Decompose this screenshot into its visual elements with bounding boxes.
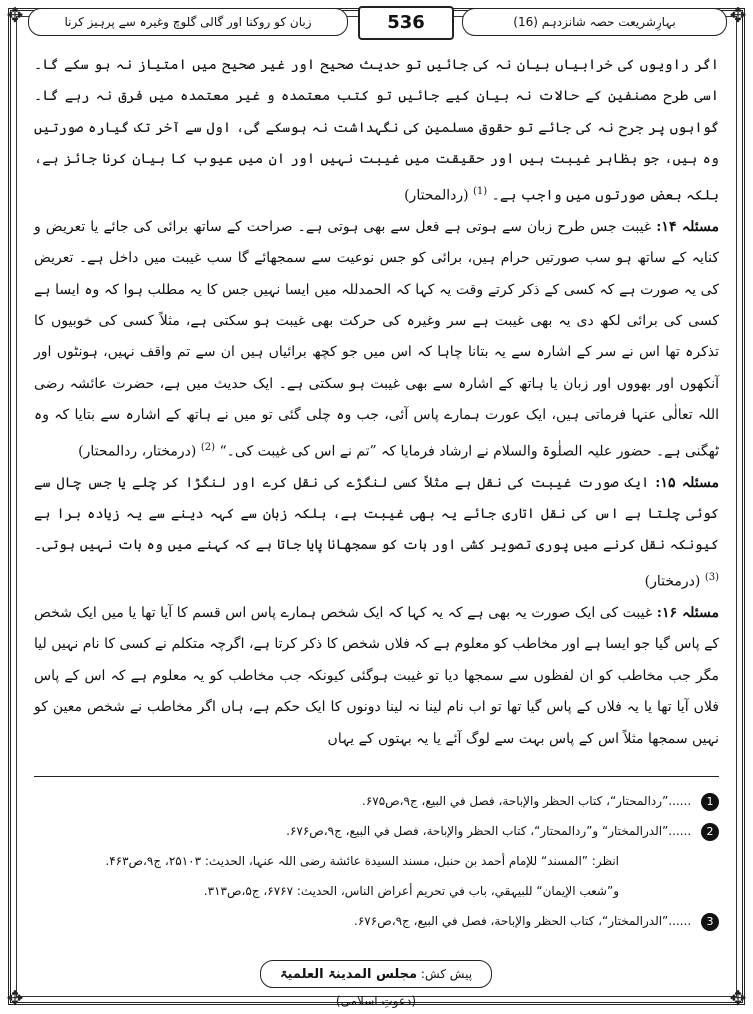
page-number: 536 [358, 6, 454, 40]
footer-suffix: (دعوتِ اسلامی) [335, 994, 417, 1008]
paragraph-text: غیبت کی ایک صورت یہ بھی ہے کہ یہ کہا کہ ایک شخص ہمارے پاس اس قسم کا آیا تھا یا میں ایک شخص کے پاس گیا جو ایسا ہے اور مخاطب کو معلوم ہے کہ فلاں شخص کا ذکر کرتا ہے، اگرچہ متکلم نے کسی کا نام نہیں لیا مگر جب مخاطب کو ان لفظوں سے سمجھا دیا تو غیبت ہوگئی کیونکہ جب مخاطب کو یہ معلوم ہے کہ اس کے پاس فلاں آیا تھا یا یہ فلاں کے پاس گیا تھا تو اب نام لینا نہ لینا دونوں کا ایک حکم ہے، ہاں اگر مخاطب نے شخص معین کو نہیں سمجھا مثلاً اس کے پاس بہت سے لوگ آئے یا یہ بہتوں کے یہاں [34, 604, 719, 747]
issue-label: مسئلہ ۱۵: [655, 474, 719, 491]
publisher-name: مجلس المدینۃ العلمیۃ [279, 967, 418, 982]
footnote-separator [34, 776, 719, 777]
footnote-number: 1 [701, 793, 719, 811]
footnote-number: 3 [701, 913, 719, 931]
source-citation: (ردالمحتار) [404, 187, 469, 204]
footnote-number: 2 [701, 823, 719, 841]
footnotes [34, 786, 719, 936]
paragraph [34, 598, 719, 755]
book-title: بہارِشریعت حصہ شانزدہم (16) [462, 8, 727, 36]
paragraph-text: ایک صورت غیبت کی نقل ہے مثلاً کسی لنگڑے کی نقل کرے اور لنگڑا کر چلے یا جس چال سے کوئی چلتا ہے اس کی نقل اتاری جائے یہ بھی غیبت ہے، بلکہ زبان سے کہہ دینے سے یہ زیادہ برا ہے کیونکہ نقل کرنے میں پوری تصویر کشی اور بات کو سمجھانا پایا جاتا ہے کہ کہنے میں وہ بات نہیں ہوتی۔ [34, 474, 719, 554]
ornament-icon: ✥ [729, 3, 747, 27]
footnote-text: ......”الدرالمختار“، کتاب الحظر والإباحة، فصل في البیع، ج۹،ص۶۷۶. [354, 914, 692, 928]
issue-label: مسئلہ ۱۴: [656, 218, 719, 235]
footnote-text: و”شعب الإیمان“ للبیہقي، باب في تحریم أعراض الناس، الحدیث: ۶۷۶۷، ج۵،ص۳۱۳. [203, 884, 619, 898]
footnote-text: ......”الدرالمختار“ و”ردالمحتار“، کتاب الحظر والإباحة، فصل في البیع، ج۹،ص۶۷۶. [286, 824, 692, 838]
source-citation: (درمختار، ردالمحتار) [78, 443, 197, 460]
footer-prefix: پیش کش: [420, 967, 473, 981]
paragraph [34, 468, 719, 598]
footnote [34, 876, 719, 906]
footnote-text: ......”ردالمحتار“، کتاب الحظر والإباحة، فصل في البیع، ج۹،ص۶۷۵. [361, 794, 692, 808]
paragraph-text: غیبت جس طرح زبان سے ہوتی ہے فعل سے بھی ہوتی ہے۔ صراحت کے ساتھ برائی کی جائے یا تعریض و کنایہ کے ساتھ ہو سب صورتیں حرام ہیں، برائی کو جس نوعیت سے سمجھائے گا سب غیبت میں داخل ہے۔ تعریض کی یہ صورت ہے کہ کسی کے ذکر کرتے وقت یہ کہا کہ الحمدللہ میں ایسا نہیں جس کا یہ مطلب ہوا کہ وہ ایسا ہے کسی کی برائی لکھ دی یہ بھی غیبت ہے سر وغیرہ کی حرکت بھی غیبت ہو سکتی ہے، مثلاً کسی کی خوبیوں کا تذکرہ تھا اس نے سر کے اشارہ سے یہ بتانا چاہا کہ اس میں جو کچھ برائیاں ہیں ان سے تم واقف نہیں، ہونٹوں اور آنکھوں اور بھووں اور زبان یا ہاتھ کے اشارہ سے بھی غیبت ہو سکتی ہے۔ ایک حدیث میں ہے، حضرت عائشہ رضی اللہ تعالٰی عنہا فرماتی ہیں، ایک عورت ہمارے پاس آئی، جب وہ چلی گئی تو میں نے ہاتھ کے اشارہ سے بتایا کہ وہ ٹھگنی ہے۔ حضور علیہ الصلٰوۃ والسلام نے ارشاد فرمایا کہ ”تم نے اس کی غیبت کی۔“ [34, 218, 719, 460]
footnote [34, 816, 719, 846]
paragraph-text: اگر راویوں کی خرابیاں بیان نہ کی جائیں تو حدیث صحیح اور غیر صحیح میں امتیاز نہ ہو سکے گا۔ اسی طرح مصنفین کے حالات نہ بیان کیے جائیں تو کتب معتمدہ و غیر معتمدہ میں فرق نہ رہے گا۔ گواہوں پر جرح نہ کی جائے تو حقوق مسلمین کی نگہداشت نہ ہوسکے گی، اول سے آخر تک گیارہ صورتیں وہ ہیں، جو بظاہر غیبت ہیں اور حقیقت میں غیبت نہیں اور ان میں عیوب کا بیان کرنا جائز ہے، بلکہ بعض صورتوں میں واجب ہے۔ [34, 57, 719, 204]
footnote [34, 786, 719, 816]
issue-label: مسئلہ ۱۶: [656, 604, 720, 621]
footnote-ref: (2) [200, 441, 216, 453]
page-footer [260, 960, 492, 1008]
footnote [34, 846, 719, 876]
footnote [34, 906, 719, 936]
footnote-ref: (3) [704, 571, 719, 583]
page-header [28, 6, 725, 36]
paragraph [34, 212, 719, 468]
source-citation: (درمختار) [644, 573, 701, 590]
footnote-text: انظر: ”المسند“ للإمام أحمد بن حنبل، مسند السیدة عائشة رضی اللہ عنہا، الحدیث: ۲۵۱۰۳، ج۹،ص۴۶۳. [105, 854, 619, 868]
footnote-ref: (1) [473, 185, 488, 197]
ornament-icon: ✥ [6, 3, 24, 27]
ornament-icon: ✥ [729, 986, 747, 1010]
paragraph [34, 50, 719, 212]
main-text [34, 50, 719, 755]
chapter-title: زبان کو روکنا اور گالی گلوچ وغیرہ سے پرہیز کرنا [28, 8, 348, 36]
ornament-icon: ✥ [6, 986, 24, 1010]
